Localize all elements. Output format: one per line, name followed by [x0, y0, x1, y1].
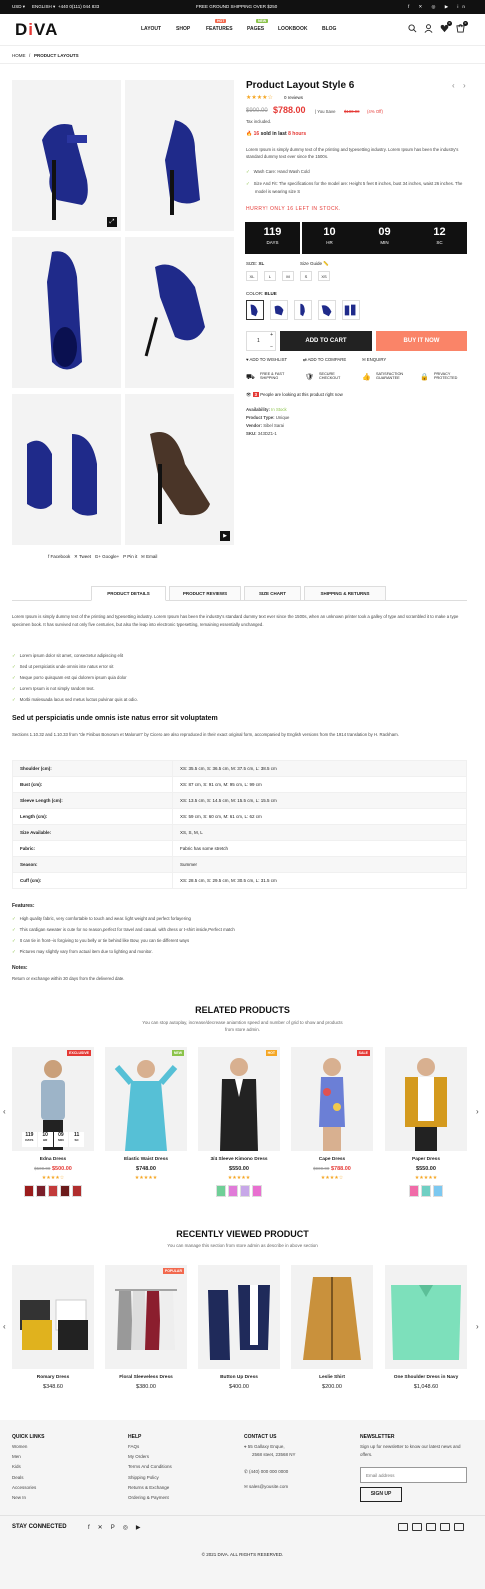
size-option-s[interactable]: S: [300, 271, 312, 281]
product-rating: ★★★★☆: [320, 1175, 344, 1181]
recent-title: RECENTLY VIEWED PRODUCT: [176, 1229, 309, 1239]
search-icon[interactable]: [408, 24, 417, 33]
breadcrumb-separator: /: [29, 53, 31, 58]
hot-badge: HOT: [217, 19, 225, 23]
product-thumbnail[interactable]: [291, 1265, 373, 1369]
tab-product-reviews[interactable]: PRODUCT REVIEWS: [169, 586, 241, 601]
footer-link[interactable]: Returns & Exchange: [128, 1484, 170, 1490]
availability: Availability: In Stock: [246, 407, 287, 412]
footer-link[interactable]: Terms And Conditions: [128, 1464, 172, 1470]
user-icon[interactable]: [424, 24, 433, 33]
product-rating: ★★★★★: [227, 1175, 251, 1181]
next-product-icon[interactable]: ›: [463, 81, 466, 90]
thumbs-up-icon: 👍: [362, 374, 371, 381]
google-share[interactable]: G+ Google+: [94, 554, 120, 559]
table-row: Season: Summer: [13, 857, 467, 873]
features-title: Features:: [12, 903, 35, 909]
related-card-5[interactable]: [385, 1047, 467, 1199]
product-thumbnail[interactable]: [385, 1265, 467, 1369]
footer-newsletter-title: NEWSLETTER: [360, 1434, 395, 1440]
newsletter-email-input[interactable]: [360, 1467, 467, 1483]
details-intro: Lorem Ipsum is simply dummy text of the printing and typesetting industry. Lorem Ipsum has been the industry's standard dummy text ever since the 1500s, when an unknown printer took a galley of type and scrambled it to make a type specimen book. It has survived not only five centuries, but also the leap into electronic typesetting, remaining essentially unchanged.: [12, 614, 459, 627]
size-guide-link[interactable]: Size Guide 📏: [300, 261, 329, 266]
color-swatch-1[interactable]: [246, 300, 264, 320]
add-to-wishlist[interactable]: ♥ ADD TO WISHLIST: [246, 357, 288, 362]
table-row: Fabric: Fabric has some stretch: [13, 841, 467, 857]
related-title: RELATED PRODUCTS: [195, 1005, 290, 1015]
mastercard-icon: [412, 1523, 422, 1531]
product-name[interactable]: Cape Dress: [318, 1157, 346, 1162]
prev-product-icon[interactable]: ‹: [452, 81, 455, 90]
size-label: SIZE: XL: [246, 261, 265, 266]
table-row: Shoulder (cm): XS: 35.5 cm, S: 36.5 cm, M: 37.5 cm, L: 38.5 cm: [13, 761, 467, 777]
details-sections-text: Sections 1.10.32 and 1.10.33 from "de Finibus Bonorum et Malorum" by Cicero are also reproduced in their exact original form, accompanied by English versions from the 1914 translation by H. Rackham.: [12, 732, 399, 737]
paypal-icon: [440, 1523, 450, 1531]
footer-quick-links: [12, 1442, 36, 1503]
discover-icon: [454, 1523, 464, 1531]
notes-text: Return or exchange within 30 days from the delivered date.: [12, 976, 125, 981]
product-name[interactable]: Romary Dress: [36, 1375, 70, 1380]
recent-prev-arrow[interactable]: ‹: [3, 1322, 6, 1331]
amex-icon: [426, 1523, 436, 1531]
product-price: $380.00: [136, 1384, 156, 1390]
zoom-icon[interactable]: ⤢: [107, 217, 117, 227]
feature-privacy: 🔒 PRIVACY PROTECTED: [420, 372, 458, 381]
copyright: © 2021 DIVA. ALL RIGHTS RESERVED.: [201, 1552, 284, 1557]
footer-newsletter-text: Sign up for newsletter to know our latest news and offers.: [360, 1444, 461, 1457]
product-rating: ★★★★☆: [41, 1175, 65, 1181]
rating-stars: ★★★★☆: [246, 95, 273, 101]
product-image-2[interactable]: [125, 80, 234, 231]
social-icons[interactable]: f ✕ ◎ ▶ in: [408, 4, 469, 9]
stock-warning: HURRY! ONLY 16 LEFT IN STOCK.: [246, 206, 341, 212]
add-to-compare[interactable]: ⇄ ADD TO COMPARE: [303, 357, 347, 362]
product-price: $400.00: [229, 1384, 249, 1390]
product-title: Product Layout Style 6: [246, 80, 355, 91]
size-option-l[interactable]: L: [264, 271, 276, 281]
table-row: Length (cm): XS: 59 cm, S: 60 cm, M: 61 cm, L: 62 cm: [13, 809, 467, 825]
product-image-4[interactable]: [125, 237, 234, 388]
recent-next-arrow[interactable]: ›: [476, 1322, 479, 1331]
related-card-1[interactable]: [12, 1047, 94, 1199]
currency-selector[interactable]: USD ▾: [12, 4, 26, 9]
swatch[interactable]: [240, 1185, 250, 1197]
product-image-1[interactable]: [12, 80, 121, 231]
tax-note: Tax included.: [246, 119, 272, 124]
swatch[interactable]: [24, 1185, 34, 1197]
product-thumbnail[interactable]: NEW: [105, 1047, 187, 1151]
color-swatches: [385, 1185, 467, 1199]
add-to-cart-button[interactable]: ADD TO CART: [280, 331, 372, 351]
footer-link[interactable]: Shipping Policy: [128, 1474, 159, 1480]
product-image-3[interactable]: [12, 237, 121, 388]
recent-card-3[interactable]: [198, 1265, 280, 1390]
product-price: $748.00: [136, 1166, 156, 1172]
privacy-lock-icon: 🔒: [420, 374, 429, 381]
related-card-2[interactable]: [105, 1047, 187, 1181]
product-name[interactable]: Edna Dress: [39, 1157, 67, 1162]
swatch[interactable]: [409, 1185, 419, 1197]
product-price: $550.00: [229, 1166, 249, 1172]
vendor: Vendor: Sibel Sarai: [246, 423, 284, 428]
sku: SKU: 343DZ1-1: [246, 431, 277, 436]
footer-address: ⌖ 55 Gallaxy Enque, 2568 steet, 23568 NY: [244, 1444, 296, 1457]
size-option-m[interactable]: M: [282, 271, 294, 281]
wishlist-count: 0: [448, 21, 451, 25]
bullet-size-fit: ✓ Size And Fit: The specifications for the model are: Height 5 feet 8 inches, bust 34 inches, waist 26 inches. The model is wearing size S: [246, 181, 463, 194]
tab-size-chart[interactable]: SIZE CHART: [244, 586, 301, 601]
recent-card-4[interactable]: [291, 1265, 373, 1390]
color-swatch-3[interactable]: [294, 300, 312, 320]
product-thumbnail[interactable]: POPULAR: [105, 1265, 187, 1369]
footer-quick-title: QUICK LINKS: [12, 1434, 45, 1440]
swatch[interactable]: [48, 1185, 58, 1197]
product-name[interactable]: Elastic Waist Dress: [123, 1157, 169, 1162]
watching-notice: 👁 3 People are looking at this product right now: [246, 392, 343, 397]
nav-blog[interactable]: BLOG: [322, 26, 337, 32]
save-label: | You Save: [315, 109, 336, 114]
logo[interactable]: DiVA: [15, 20, 59, 39]
sold-counter: 🔥 16 sold in last 8 hours: [246, 131, 307, 137]
feature-shipping: ⛟ FREE & FAST SHIPPING: [246, 372, 285, 381]
product-rating: ★★★★★: [134, 1175, 158, 1181]
signup-button[interactable]: SIGN UP: [360, 1487, 402, 1502]
footer-divider: [0, 1515, 485, 1516]
email-share[interactable]: ✉ Email: [141, 554, 158, 559]
notes-title: Notes:: [12, 965, 28, 971]
swatch[interactable]: [36, 1185, 46, 1197]
table-row: Bust (cm): XS: 87 cm, S: 91 cm, M: 95 cm, L: 99 cm: [13, 777, 467, 793]
product-thumbnail[interactable]: [198, 1265, 280, 1369]
product-name[interactable]: Paper Dress: [412, 1157, 440, 1162]
product-thumbnail[interactable]: [385, 1047, 467, 1151]
wishlist-icon[interactable]: [440, 21, 451, 33]
specs-table: [12, 760, 467, 889]
quantity-stepper[interactable]: 1 + −: [246, 331, 276, 351]
new-badge: NEW: [258, 19, 267, 23]
swatch[interactable]: [72, 1185, 82, 1197]
shipping-promo: FREE GROUND SHIPPING OVER $250: [196, 4, 278, 9]
bullet-wash: ✓ Wash Care: Hand Wash Cold: [246, 169, 310, 174]
footer-link[interactable]: Women: [12, 1444, 28, 1449]
related-card-4[interactable]: [291, 1047, 373, 1181]
swatch[interactable]: [433, 1185, 443, 1197]
nav-lookbook[interactable]: LOOKBOOK: [278, 26, 308, 32]
language-selector[interactable]: ENGLISH ▾: [32, 4, 56, 9]
countdown-hours: 10 HR: [302, 222, 357, 254]
tab-product-details[interactable]: PRODUCT DETAILS: [91, 586, 166, 601]
product-name[interactable]: Button Up Dress: [220, 1375, 258, 1380]
size-option-xl[interactable]: XL: [246, 271, 258, 281]
header: [0, 14, 485, 46]
nav-pages[interactable]: PAGES NEW: [247, 19, 267, 32]
color-swatch-5[interactable]: [342, 300, 360, 320]
recent-card-2[interactable]: [105, 1265, 187, 1390]
feature-secure: 🛡 SECURE CHECKOUT: [305, 372, 341, 381]
footer-link[interactable]: FAQs: [128, 1444, 140, 1449]
product-type: Product Type: Unique: [246, 415, 290, 420]
enquiry-link[interactable]: ✉ ENQUIRY: [362, 357, 387, 362]
product-thumbnail[interactable]: HOT: [198, 1047, 280, 1151]
recent-card-1[interactable]: [12, 1265, 94, 1390]
details-heading: Sed ut perspiciatis unde omnis iste natus error sit voluptatem: [12, 715, 218, 722]
size-option-xs[interactable]: XS: [318, 271, 330, 281]
buy-now-button[interactable]: BUY IT NOW: [376, 331, 467, 351]
breadcrumb-current: PRODUCT LAYOUTS: [34, 53, 79, 58]
swatch[interactable]: [60, 1185, 70, 1197]
footer-link[interactable]: Ordering & Payment: [128, 1495, 169, 1501]
product-price: $500.00 $500.00: [34, 1166, 72, 1172]
footer-social-icons[interactable]: f✕P◎▶: [88, 1525, 149, 1531]
footer-link[interactable]: Accessories: [12, 1484, 37, 1490]
share-bar: [48, 554, 157, 560]
footer-link[interactable]: Kids: [12, 1464, 21, 1470]
short-description: Lorem Ipsum is simply dummy text of the printing and typesetting industry. Lorem Ipsum has been the industry's standard dummy text ever since the 1500s.: [246, 147, 459, 159]
color-swatches: [198, 1185, 280, 1199]
related-card-3[interactable]: [198, 1047, 280, 1199]
product-image-6[interactable]: [125, 394, 234, 545]
color-label: COLOR: BLUE: [246, 291, 277, 296]
truck-icon: ⛟: [246, 374, 255, 381]
product-name[interactable]: 3/4 Sleeve Kimono Dress: [210, 1157, 268, 1162]
play-video-icon[interactable]: ▶: [220, 531, 230, 541]
color-swatch-4[interactable]: [318, 300, 336, 320]
footer-link[interactable]: New In: [12, 1495, 27, 1501]
swatch[interactable]: [216, 1185, 226, 1197]
related-prev-arrow[interactable]: ‹: [3, 1107, 6, 1116]
product-thumbnail[interactable]: EXCLUSIVE 119 DAYS 10 HR 09 MIN 11 SC: [12, 1047, 94, 1151]
related-next-arrow[interactable]: ›: [476, 1107, 479, 1116]
table-row: Cuff (cm): XS: 28.5 cm, S: 29.5 cm, M: 30.5 cm, L: 31.5 cm: [13, 873, 467, 889]
phone-icon: ✆: [244, 1469, 250, 1474]
twitter-share[interactable]: ✕ Tweet: [74, 554, 92, 559]
old-price: $900.00: [246, 108, 268, 114]
countdown-days: 119 DAYS: [245, 222, 300, 254]
product-price: $200.00: [322, 1384, 342, 1390]
eye-icon: 👁: [246, 392, 252, 397]
product-price: $1,048.60: [413, 1384, 439, 1390]
save-amount: $180.00: [344, 109, 360, 114]
footer-phone[interactable]: ✆ (440) 000 000 0000: [244, 1469, 289, 1474]
feature-guarantee: 👍 SATISFACTION GUARANTEE: [362, 372, 404, 381]
details-list: ✓ Lorem ipsum dolor sit amet, consectetur adipiscing elit ✓ Sed ut perspiciatis unde omnis iste natus error sit ✓ Neque porro quisquam est qui dolorem ipsum quia dolor ✓ Lorem Ipsum is not simply random text. ✓ Morbi malesuada lacus sed metus luctus pulvinar quis at odio.: [12, 653, 138, 702]
footer-contact-title: CONTACT US: [244, 1434, 277, 1440]
nav-layout[interactable]: LAYOUT: [141, 26, 162, 32]
cart-count: 0: [464, 21, 467, 25]
stay-connected: STAY CONNECTED: [12, 1524, 67, 1530]
countdown-seconds: 12 SC: [412, 222, 467, 254]
related-subtitle: You can stop autoplay, increase/decrease aniamtion speed and number of grid to show and products from store admin.: [142, 1020, 343, 1032]
current-price: $788.00: [273, 105, 306, 115]
product-name[interactable]: Leslie Shirt: [319, 1375, 345, 1380]
phone-number: +440 0(111) 044 833: [58, 4, 100, 9]
footer-link[interactable]: Men: [12, 1454, 21, 1460]
product-rating: ★★★★★: [414, 1175, 438, 1181]
countdown-minutes: 09 MIN: [357, 222, 412, 254]
product-thumbnail[interactable]: [12, 1265, 94, 1369]
cart-icon[interactable]: [456, 21, 467, 33]
product-price: $900.00 $788.00: [313, 1166, 351, 1172]
footer-link[interactable]: My Orders: [128, 1454, 150, 1460]
facebook-share[interactable]: f Facebook: [48, 554, 71, 559]
pinterest-share[interactable]: P Pin it: [123, 554, 138, 559]
features-list: ✓ High quality fabric, very comfortable to touch and wear. light weight and perfect forlayering ✓ This cardigan sweater is cute for no reason,perfect for travel and casual. with dress or t-shirt inside,Perfect match ✓ It can tie in front--is forgiving to you belly or tie behind like Bow, you can tie different ways ✓ Pictures may slightly vary from actual item due to lighting and monitor.: [12, 916, 235, 954]
product-image-5[interactable]: [12, 394, 121, 545]
table-row: Size Available: XS, S, M, L: [13, 825, 467, 841]
visa-icon: [398, 1523, 408, 1531]
lock-icon: 🛡: [305, 374, 314, 381]
breadcrumb: [0, 46, 485, 64]
footer-help-links: [128, 1442, 172, 1503]
recent-card-5[interactable]: [385, 1265, 467, 1390]
color-swatch-2[interactable]: [270, 300, 288, 320]
recent-subtitle: You can manage this section from store admin as describe in above section: [167, 1243, 318, 1248]
product-thumbnail[interactable]: SALE: [291, 1047, 373, 1151]
product-name[interactable]: One Shoulder Dress in Navy: [393, 1375, 459, 1380]
swatch[interactable]: [228, 1185, 238, 1197]
swatch[interactable]: [421, 1185, 431, 1197]
footer-email[interactable]: ✉ sales@yousite.com: [244, 1484, 289, 1489]
swatch[interactable]: [252, 1185, 262, 1197]
product-price: $348.60: [43, 1384, 63, 1390]
tab-shipping-returns[interactable]: SHIPPING & RETURNS: [304, 586, 386, 601]
product-name[interactable]: Floral Sleeveless Dress: [119, 1375, 173, 1380]
review-count[interactable]: 0 reviews: [284, 95, 304, 100]
nav-shop[interactable]: SHOP: [176, 26, 191, 32]
product-price: $550.00: [416, 1166, 436, 1172]
location-icon: ⌖: [244, 1444, 248, 1449]
top-bar: [0, 0, 485, 14]
breadcrumb-home[interactable]: HOME: [12, 53, 26, 58]
footer-link[interactable]: Deals: [12, 1474, 24, 1480]
save-percent: (4% Off): [367, 109, 383, 114]
color-swatches: [12, 1185, 94, 1199]
nav-features[interactable]: FEATURES HOT: [206, 19, 233, 32]
card-countdown: 119 DAYS 10 HR 09 MIN 11 SC: [22, 1132, 84, 1147]
footer-help-title: HELP: [128, 1434, 142, 1440]
table-row: Sleeve Length (cm): XS: 13.5 cm, S: 14.5 cm, M: 15.5 cm, L: 15.5 cm: [13, 793, 467, 809]
email-icon: ✉: [244, 1484, 250, 1489]
